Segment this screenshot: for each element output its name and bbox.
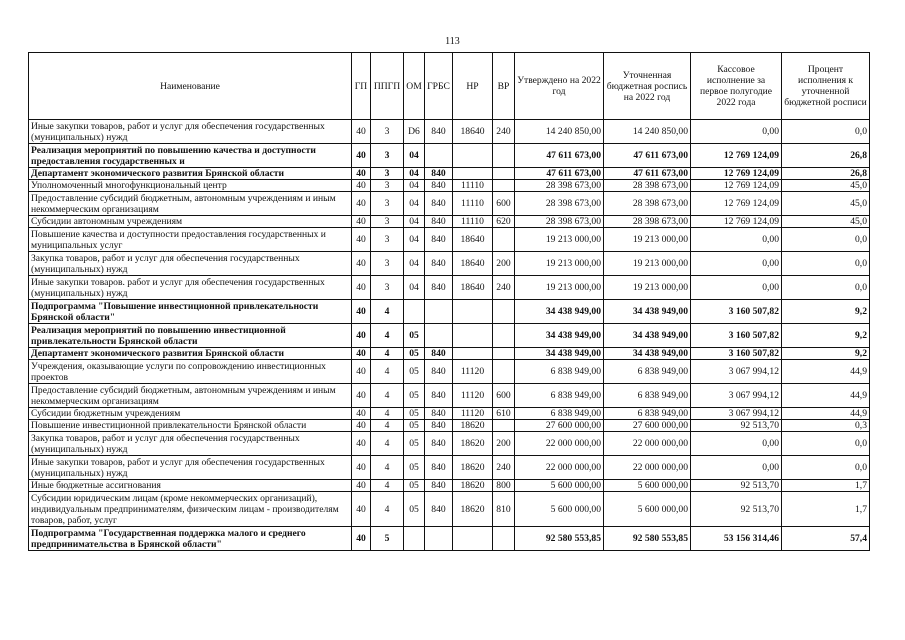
cell-approved: 5 600 000,00 <box>515 480 604 492</box>
cell-nr: 11110 <box>453 216 493 228</box>
cell-grbs: 840 <box>425 180 453 192</box>
cell-grbs: 840 <box>425 480 453 492</box>
table-row <box>29 432 870 456</box>
cell-gp: 40 <box>352 276 371 300</box>
header-om: ОМ <box>404 53 425 120</box>
cell-gp: 40 <box>352 384 371 408</box>
table-row <box>29 168 870 180</box>
cell-approved: 22 000 000,00 <box>515 432 604 456</box>
cell-vr: 240 <box>493 456 515 480</box>
cell-approved: 14 240 850,00 <box>515 120 604 144</box>
cell-om: 04 <box>404 252 425 276</box>
cell-ppgp: 3 <box>371 252 404 276</box>
cell-name: Субсидии автономным учреждениям <box>29 216 352 228</box>
cell-refined: 22 000 000,00 <box>604 432 691 456</box>
cell-grbs: 840 <box>425 228 453 252</box>
cell-name: Закупка товаров, работ и услуг для обеспечения государственных (муниципальных) нужд <box>29 252 352 276</box>
cell-vr: 240 <box>493 120 515 144</box>
table-row <box>29 360 870 384</box>
cell-om: 04 <box>404 216 425 228</box>
cell-refined: 27 600 000,00 <box>604 420 691 432</box>
cell-ppgp: 4 <box>371 360 404 384</box>
cell-approved: 47 611 673,00 <box>515 144 604 168</box>
cell-om: 04 <box>404 276 425 300</box>
cell-gp: 40 <box>352 192 371 216</box>
cell-name: Предоставление субсидий бюджетным, автономным учреждениям и иным некоммерческим организациям <box>29 384 352 408</box>
cell-percent: 0,0 <box>782 228 870 252</box>
cell-name: Иные закупки товаров. работ и услуг для обеспечения государственных (муниципальных) нужд <box>29 276 352 300</box>
cell-approved: 28 398 673,00 <box>515 192 604 216</box>
cell-vr: 600 <box>493 384 515 408</box>
cell-refined: 5 600 000,00 <box>604 480 691 492</box>
cell-gp: 40 <box>352 527 371 551</box>
cell-vr <box>493 144 515 168</box>
cell-nr: 18620 <box>453 420 493 432</box>
cell-grbs <box>425 300 453 324</box>
table-row <box>29 144 870 168</box>
cell-nr: 11120 <box>453 408 493 420</box>
cell-approved: 34 438 949,00 <box>515 300 604 324</box>
cell-gp: 40 <box>352 144 371 168</box>
cell-cash: 53 156 314,46 <box>691 527 782 551</box>
cell-gp: 40 <box>352 492 371 527</box>
cell-vr <box>493 300 515 324</box>
cell-percent: 9,2 <box>782 348 870 360</box>
cell-cash: 0,00 <box>691 276 782 300</box>
cell-nr <box>453 300 493 324</box>
cell-refined: 19 213 000,00 <box>604 228 691 252</box>
cell-vr <box>493 348 515 360</box>
cell-cash: 3 067 994,12 <box>691 384 782 408</box>
cell-grbs: 840 <box>425 216 453 228</box>
header-name: Наименование <box>29 53 352 120</box>
cell-ppgp: 4 <box>371 408 404 420</box>
cell-cash: 0,00 <box>691 228 782 252</box>
cell-name: Реализация мероприятий по повышению инвестиционной привлекательности Брянской области <box>29 324 352 348</box>
table-row <box>29 420 870 432</box>
cell-gp: 40 <box>352 456 371 480</box>
cell-vr <box>493 168 515 180</box>
cell-grbs: 840 <box>425 384 453 408</box>
cell-om: 05 <box>404 360 425 384</box>
cell-nr: 18640 <box>453 252 493 276</box>
cell-nr: 11110 <box>453 192 493 216</box>
cell-gp: 40 <box>352 120 371 144</box>
cell-vr <box>493 527 515 551</box>
cell-gp: 40 <box>352 360 371 384</box>
cell-om: 05 <box>404 420 425 432</box>
header-cash: Кассовое исполнение за первое полугодие 2022 года <box>691 53 782 120</box>
cell-om: 05 <box>404 456 425 480</box>
cell-grbs: 840 <box>425 168 453 180</box>
cell-gp: 40 <box>352 300 371 324</box>
table-row <box>29 228 870 252</box>
cell-nr: 18620 <box>453 456 493 480</box>
cell-refined: 6 838 949,00 <box>604 408 691 420</box>
cell-percent: 0,0 <box>782 432 870 456</box>
cell-name: Иные закупки товаров, работ и услуг для обеспечения государственных (муниципальных) нужд <box>29 456 352 480</box>
table-row <box>29 252 870 276</box>
cell-grbs: 840 <box>425 348 453 360</box>
cell-om: D6 <box>404 120 425 144</box>
cell-nr <box>453 348 493 360</box>
page-number: 113 <box>445 36 460 47</box>
cell-name: Субсидии бюджетным учреждениям <box>29 408 352 420</box>
cell-refined: 28 398 673,00 <box>604 180 691 192</box>
cell-refined: 6 838 949,00 <box>604 360 691 384</box>
cell-vr: 200 <box>493 252 515 276</box>
cell-cash: 92 513,70 <box>691 492 782 527</box>
cell-gp: 40 <box>352 480 371 492</box>
cell-ppgp: 4 <box>371 348 404 360</box>
cell-nr: 11110 <box>453 180 493 192</box>
header-gp: ГП <box>352 53 371 120</box>
cell-ppgp: 3 <box>371 276 404 300</box>
cell-cash: 12 769 124,09 <box>691 168 782 180</box>
header-refined: Уточненная бюджетная роспись на 2022 год <box>604 53 691 120</box>
cell-ppgp: 3 <box>371 144 404 168</box>
table-row <box>29 480 870 492</box>
cell-cash: 0,00 <box>691 120 782 144</box>
cell-name: Повышение качества и доступности предоставления государственных и муниципальных услуг <box>29 228 352 252</box>
cell-cash: 92 513,70 <box>691 480 782 492</box>
cell-refined: 47 611 673,00 <box>604 144 691 168</box>
cell-grbs: 840 <box>425 456 453 480</box>
header-row <box>29 53 870 120</box>
cell-approved: 19 213 000,00 <box>515 228 604 252</box>
cell-percent: 26,8 <box>782 144 870 168</box>
cell-refined: 34 438 949,00 <box>604 348 691 360</box>
cell-ppgp: 4 <box>371 432 404 456</box>
cell-nr <box>453 168 493 180</box>
cell-percent: 44,9 <box>782 384 870 408</box>
cell-percent: 45,0 <box>782 216 870 228</box>
cell-percent: 0,3 <box>782 420 870 432</box>
cell-name: Закупка товаров, работ и услуг для обеспечения государственных (муниципальных) нужд <box>29 432 352 456</box>
cell-gp: 40 <box>352 168 371 180</box>
table-row <box>29 408 870 420</box>
cell-approved: 5 600 000,00 <box>515 492 604 527</box>
cell-cash: 12 769 124,09 <box>691 192 782 216</box>
header-nr: НР <box>453 53 493 120</box>
cell-grbs: 840 <box>425 120 453 144</box>
table-row <box>29 384 870 408</box>
cell-om: 05 <box>404 480 425 492</box>
cell-approved: 34 438 949,00 <box>515 324 604 348</box>
cell-percent: 1,7 <box>782 480 870 492</box>
cell-ppgp: 3 <box>371 120 404 144</box>
cell-name: Повышение инвестиционной привлекательности Брянской области <box>29 420 352 432</box>
cell-refined: 92 580 553,85 <box>604 527 691 551</box>
cell-percent: 44,9 <box>782 360 870 384</box>
cell-name: Подпрограмма "Повышение инвестиционной привлекательности Брянской области" <box>29 300 352 324</box>
cell-nr: 11120 <box>453 360 493 384</box>
cell-gp: 40 <box>352 180 371 192</box>
cell-percent: 0,0 <box>782 252 870 276</box>
cell-gp: 40 <box>352 216 371 228</box>
cell-om: 04 <box>404 192 425 216</box>
cell-refined: 28 398 673,00 <box>604 216 691 228</box>
cell-approved: 19 213 000,00 <box>515 276 604 300</box>
cell-refined: 22 000 000,00 <box>604 456 691 480</box>
cell-percent: 57,4 <box>782 527 870 551</box>
cell-cash: 12 769 124,09 <box>691 216 782 228</box>
cell-grbs: 840 <box>425 360 453 384</box>
cell-name: Департамент экономического развития Брянской области <box>29 348 352 360</box>
header-vr: ВР <box>493 53 515 120</box>
cell-nr: 18640 <box>453 228 493 252</box>
cell-vr: 610 <box>493 408 515 420</box>
cell-ppgp: 4 <box>371 492 404 527</box>
cell-om: 04 <box>404 144 425 168</box>
table-row <box>29 456 870 480</box>
cell-approved: 92 580 553,85 <box>515 527 604 551</box>
cell-grbs: 840 <box>425 408 453 420</box>
cell-vr <box>493 420 515 432</box>
cell-name: Подпрограмма "Государственная поддержка малого и среднего предпринимательства в Брянской области" <box>29 527 352 551</box>
header-ppgp: ППГП <box>371 53 404 120</box>
table-row <box>29 527 870 551</box>
cell-cash: 12 769 124,09 <box>691 144 782 168</box>
table-row <box>29 216 870 228</box>
cell-grbs: 840 <box>425 252 453 276</box>
cell-grbs <box>425 324 453 348</box>
cell-vr <box>493 324 515 348</box>
cell-om: 04 <box>404 168 425 180</box>
header-percent: Процент исполнения к уточненной бюджетной росписи <box>782 53 870 120</box>
cell-ppgp: 4 <box>371 324 404 348</box>
cell-nr: 18620 <box>453 480 493 492</box>
cell-om <box>404 527 425 551</box>
cell-refined: 34 438 949,00 <box>604 300 691 324</box>
budget-execution-table <box>28 52 870 551</box>
cell-refined: 47 611 673,00 <box>604 168 691 180</box>
cell-percent: 9,2 <box>782 300 870 324</box>
cell-gp: 40 <box>352 252 371 276</box>
cell-refined: 14 240 850,00 <box>604 120 691 144</box>
cell-om: 05 <box>404 432 425 456</box>
cell-nr: 11120 <box>453 384 493 408</box>
cell-cash: 0,00 <box>691 456 782 480</box>
cell-percent: 0,0 <box>782 276 870 300</box>
cell-nr: 18620 <box>453 492 493 527</box>
cell-cash: 3 160 507,82 <box>691 324 782 348</box>
cell-cash: 3 067 994,12 <box>691 408 782 420</box>
cell-vr <box>493 360 515 384</box>
cell-ppgp: 4 <box>371 420 404 432</box>
cell-vr: 620 <box>493 216 515 228</box>
cell-ppgp: 4 <box>371 384 404 408</box>
cell-name: Субсидии юридическим лицам (кроме некоммерческих организаций), индивидуальным предпринимателям, физическим лицам - производителям товаров, работ, услуг <box>29 492 352 527</box>
cell-gp: 40 <box>352 420 371 432</box>
cell-grbs: 840 <box>425 432 453 456</box>
cell-nr <box>453 144 493 168</box>
cell-ppgp: 3 <box>371 228 404 252</box>
cell-percent: 1,7 <box>782 492 870 527</box>
cell-nr: 18640 <box>453 120 493 144</box>
table-row <box>29 492 870 527</box>
cell-ppgp: 3 <box>371 216 404 228</box>
cell-ppgp: 5 <box>371 527 404 551</box>
cell-percent: 45,0 <box>782 180 870 192</box>
cell-name: Департамент экономического развития Брянской области <box>29 168 352 180</box>
cell-grbs: 840 <box>425 192 453 216</box>
cell-refined: 19 213 000,00 <box>604 276 691 300</box>
cell-name: Иные закупки товаров, работ и услуг для обеспечения государственных (муниципальных) нужд <box>29 120 352 144</box>
cell-grbs: 840 <box>425 420 453 432</box>
cell-gp: 40 <box>352 432 371 456</box>
cell-vr: 800 <box>493 480 515 492</box>
cell-approved: 6 838 949,00 <box>515 384 604 408</box>
cell-cash: 3 067 994,12 <box>691 360 782 384</box>
cell-refined: 34 438 949,00 <box>604 324 691 348</box>
cell-om: 04 <box>404 180 425 192</box>
cell-approved: 19 213 000,00 <box>515 252 604 276</box>
table-row <box>29 192 870 216</box>
cell-om: 05 <box>404 324 425 348</box>
table-row <box>29 300 870 324</box>
cell-ppgp: 3 <box>371 192 404 216</box>
cell-cash: 3 160 507,82 <box>691 300 782 324</box>
cell-name: Уполномоченный многофункциональный центр <box>29 180 352 192</box>
cell-approved: 28 398 673,00 <box>515 180 604 192</box>
table-body <box>29 120 870 551</box>
cell-gp: 40 <box>352 348 371 360</box>
cell-refined: 28 398 673,00 <box>604 192 691 216</box>
cell-approved: 47 611 673,00 <box>515 168 604 180</box>
cell-gp: 40 <box>352 228 371 252</box>
cell-vr: 200 <box>493 432 515 456</box>
cell-nr <box>453 527 493 551</box>
cell-vr: 240 <box>493 276 515 300</box>
cell-percent: 0,0 <box>782 456 870 480</box>
cell-refined: 19 213 000,00 <box>604 252 691 276</box>
cell-om: 05 <box>404 492 425 527</box>
cell-vr <box>493 180 515 192</box>
cell-om: 05 <box>404 384 425 408</box>
cell-cash: 0,00 <box>691 432 782 456</box>
cell-percent: 0,0 <box>782 120 870 144</box>
cell-om: 05 <box>404 408 425 420</box>
cell-gp: 40 <box>352 408 371 420</box>
cell-approved: 34 438 949,00 <box>515 348 604 360</box>
cell-name: Иные бюджетные ассигнования <box>29 480 352 492</box>
cell-percent: 9,2 <box>782 324 870 348</box>
cell-cash: 12 769 124,09 <box>691 180 782 192</box>
cell-grbs <box>425 527 453 551</box>
header-approved: Утверждено на 2022 год <box>515 53 604 120</box>
cell-approved: 28 398 673,00 <box>515 216 604 228</box>
cell-gp: 40 <box>352 324 371 348</box>
cell-cash: 3 160 507,82 <box>691 348 782 360</box>
cell-approved: 6 838 949,00 <box>515 360 604 384</box>
header-grbs: ГРБС <box>425 53 453 120</box>
cell-grbs: 840 <box>425 276 453 300</box>
cell-grbs <box>425 144 453 168</box>
cell-name: Учреждения, оказывающие услуги по сопровождению инвестиционных проектов <box>29 360 352 384</box>
cell-ppgp: 3 <box>371 168 404 180</box>
cell-nr: 18620 <box>453 432 493 456</box>
cell-nr <box>453 324 493 348</box>
cell-approved: 6 838 949,00 <box>515 408 604 420</box>
cell-nr: 18640 <box>453 276 493 300</box>
cell-om <box>404 300 425 324</box>
table-row <box>29 348 870 360</box>
cell-ppgp: 4 <box>371 480 404 492</box>
cell-ppgp: 3 <box>371 180 404 192</box>
cell-name: Предоставление субсидий бюджетным, автономным учреждениям и иным некоммерческим организациям <box>29 192 352 216</box>
cell-percent: 26,8 <box>782 168 870 180</box>
table-row <box>29 120 870 144</box>
cell-vr <box>493 228 515 252</box>
cell-om: 05 <box>404 348 425 360</box>
cell-cash: 0,00 <box>691 252 782 276</box>
cell-percent: 45,0 <box>782 192 870 216</box>
cell-percent: 44,9 <box>782 408 870 420</box>
cell-cash: 92 513,70 <box>691 420 782 432</box>
cell-approved: 22 000 000,00 <box>515 456 604 480</box>
cell-ppgp: 4 <box>371 456 404 480</box>
cell-name: Реализация мероприятий по повышению качества и доступности предоставления государственных и <box>29 144 352 168</box>
cell-ppgp: 4 <box>371 300 404 324</box>
cell-grbs: 840 <box>425 492 453 527</box>
cell-refined: 5 600 000,00 <box>604 492 691 527</box>
table-row <box>29 276 870 300</box>
cell-approved: 27 600 000,00 <box>515 420 604 432</box>
cell-om: 04 <box>404 228 425 252</box>
cell-vr: 810 <box>493 492 515 527</box>
cell-refined: 6 838 949,00 <box>604 384 691 408</box>
table-row <box>29 180 870 192</box>
table-row <box>29 324 870 348</box>
cell-vr: 600 <box>493 192 515 216</box>
